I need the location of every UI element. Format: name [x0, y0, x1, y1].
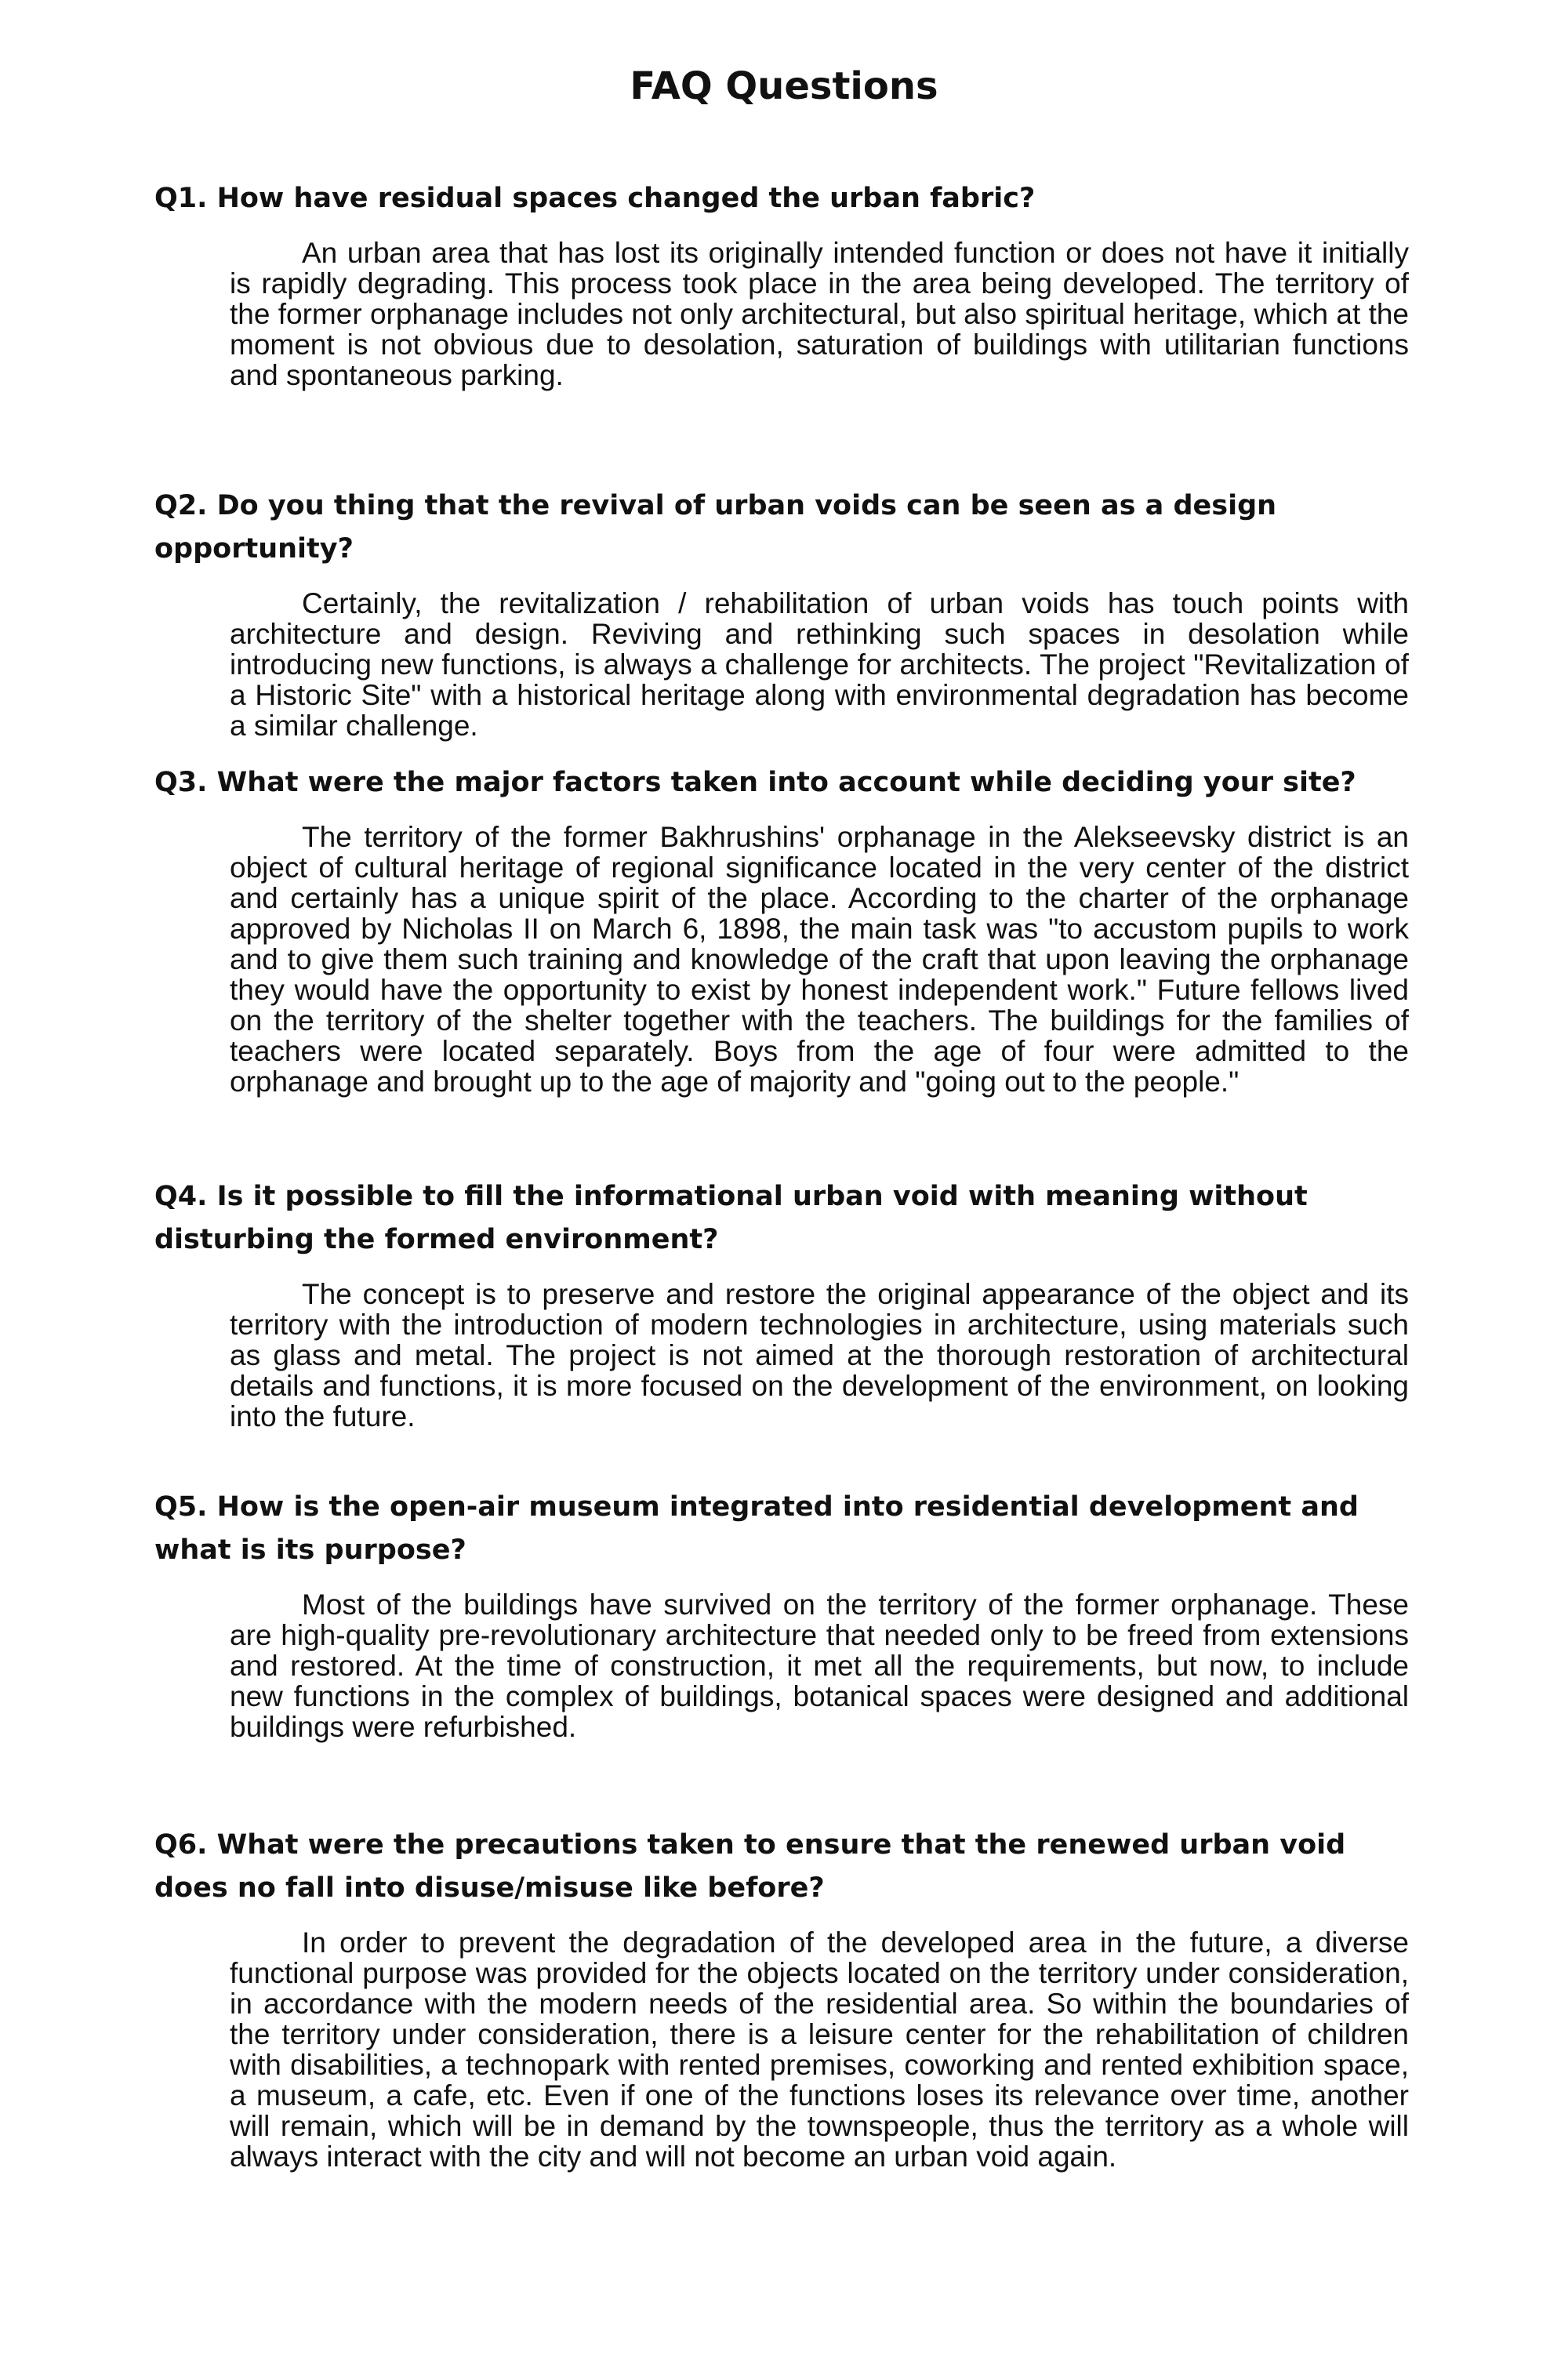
faq-item-q1	[154, 177, 1409, 390]
faq-answer-q6: In order to prevent the degradation of the developed area in the future, a diverse functional purpose was provided for the objects located on the territory under consideration, in accordance with the modern needs of the residential area. So within the boundaries of the territory under consideration, there is a leisure center for the rehabilitation of children with disabilities, a technopark with rented premises, coworking and rented exhibition space, a museum, a cafe, etc. Even if one of the functions loses its relevance over time, another will remain, which will be in demand by the townspeople, thus the territory as a whole will always interact with the city and will not become an urban void again.	[230, 1926, 1409, 2173]
faq-question-q3: Q3. What were the major factors taken into account while deciding your site?	[154, 767, 1356, 798]
faq-item-q5	[154, 1486, 1409, 1742]
page-title: FAQ Questions	[630, 64, 938, 108]
faq-question-q5: Q5. How is the open-air museum integrated into residential development and what is its purpose?	[154, 1491, 1359, 1566]
faq-answer-q5: Most of the buildings have survived on the territory of the former orphanage. These are high-quality pre-revolutionary architecture that needed only to be freed from extensions and restored. At the time of construction, it met all the requirements, but now, to include new functions in the complex of buildings, botanical spaces were designed and additional buildings were refurbished.	[230, 1589, 1409, 1743]
faq-answer-q2: Certainly, the revitalization / rehabilitation of urban voids has touch points with architecture and design. Reviving and rethinking such spaces in desolation while introducing new functions, is always a challenge for architects. The project "Revitalization of a Historic Site" with a historical heritage along with environmental degradation has become a similar challenge.	[230, 587, 1409, 742]
faq-answer-q1: An urban area that has lost its originally intended function or does not have it initially is rapidly degrading. This process took place in the area being developed. The territory of the former orphanage includes not only architectural, but also spiritual heritage, which at the moment is not obvious due to desolation, saturation of buildings with utilitarian functions and spontaneous parking.	[230, 237, 1409, 391]
faq-item-q4	[154, 1175, 1409, 1432]
faq-item-q6	[154, 1824, 1409, 2172]
faq-question-q2: Q2. Do you thing that the revival of urban voids can be seen as a design opportunity?	[154, 490, 1277, 565]
faq-answer-q3: The territory of the former Bakhrushins' orphanage in the Alekseevsky district is an object of cultural heritage of regional significance located in the very center of the district and certainly has a unique spirit of the place. According to the charter of the orphanage approved by Nicholas II on March 6, 1898, the main task was "to accustom pupils to work and to give them such training and knowledge of the craft that upon leaving the orphanage they would have the opportunity to exist by honest independent work." Future fellows lived on the territory of the shelter together with the teachers. The buildings for the families of teachers were located separately. Boys from the age of four were admitted to the orphanage and brought up to the age of majority and "going out to the people."	[230, 821, 1409, 1098]
faq-question-q6: Q6. What were the precautions taken to ensure that the renewed urban void does no fall into disuse/misuse like before?	[154, 1829, 1346, 1904]
faq-answer-q4: The concept is to preserve and restore the original appearance of the object and its territory with the introduction of modern technologies in architecture, using materials such as glass and metal. The project is not aimed at the thorough restoration of architectural details and functions, it is more focused on the development of the environment, on looking into the future.	[230, 1278, 1409, 1432]
faq-question-q1: Q1. How have residual spaces changed the urban fabric?	[154, 183, 1036, 214]
faq-item-q3	[154, 761, 1409, 1097]
faq-item-q2	[154, 485, 1409, 741]
faq-question-q4: Q4. Is it possible to fill the informational urban void with meaning without disturbing the formed environment?	[154, 1181, 1308, 1255]
